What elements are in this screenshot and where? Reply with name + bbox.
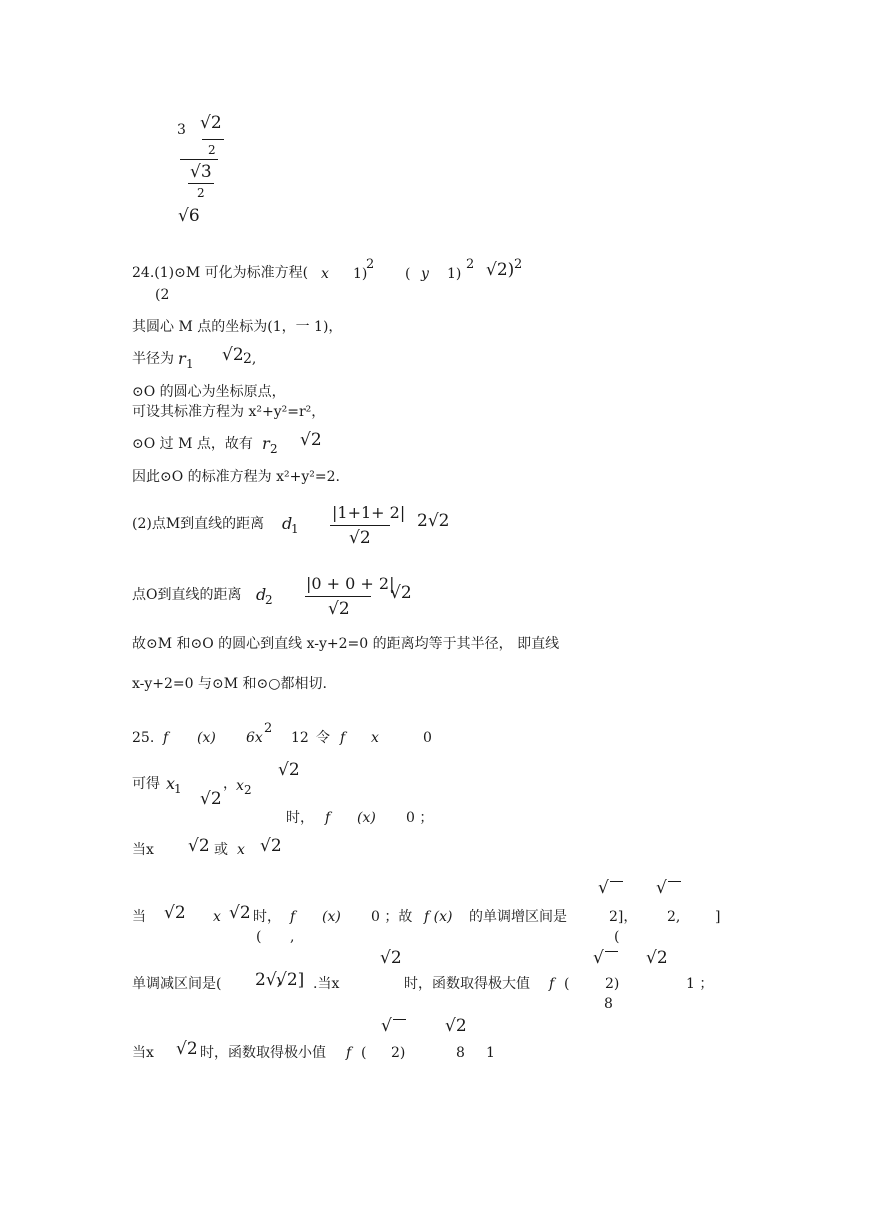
p24-d1-num: |1+1+ 2| — [332, 503, 406, 522]
p24-sqrt2: √2) — [486, 260, 515, 280]
p25-sq-g: √2 — [380, 948, 402, 968]
p24-d2-den: √2 — [328, 599, 350, 619]
p25-open-a: ( — [256, 929, 262, 945]
p24-sup2b: 2 — [466, 257, 475, 272]
p25-f3: f — [325, 810, 331, 826]
p25-sq-k: √ — [381, 1016, 392, 1036]
p25-f1: f — [163, 730, 169, 746]
p25-x4: x — [237, 842, 245, 858]
p25-x2: x — [371, 730, 379, 746]
p25-shi: 时， — [286, 810, 314, 826]
p25-close: ] — [715, 909, 721, 925]
p25-dec-a: 2√, — [255, 970, 283, 990]
p25-sq-l: √2 — [445, 1016, 467, 1036]
frac-sqrt3: √3 — [190, 162, 212, 182]
p25-sq-e: √ — [598, 878, 609, 898]
p25-two-f: 2, — [667, 909, 681, 925]
p25-one: 1 ； — [686, 976, 714, 992]
p24-d1-label: (2)点M到直线的距离 — [132, 516, 265, 532]
p24-o-pass: ⊙O 过 M 点，故有 — [132, 436, 253, 452]
p24-sup2a: 2 — [366, 257, 375, 272]
p24-d1-val: 2√2 — [417, 511, 450, 531]
frac-two-b: 2 — [197, 186, 205, 200]
p24-o-std: 因此⊙O 的标准方程为 x²+y²=2. — [132, 469, 340, 485]
p24-concl2: x-y+2=0 与⊙M 和⊙○都相切. — [132, 676, 327, 692]
p25-open-c: ( — [564, 976, 570, 992]
p25-f5: f — [549, 976, 555, 992]
p25-open-d: ( — [361, 1045, 367, 1061]
frac-main-bar — [180, 159, 218, 160]
p24-y: y — [421, 266, 429, 282]
p24-x: x — [321, 266, 329, 282]
p25-xa-sub: 1 — [174, 782, 182, 796]
p25-ling: 令 — [316, 730, 330, 746]
p24-d2-sub: 2 — [265, 593, 273, 607]
p25-get: 可得 — [132, 776, 160, 792]
p25-head: 25. — [132, 730, 155, 746]
p25-sq-c: √2 — [164, 903, 186, 923]
p25-dec: 单调减区间是( — [132, 976, 222, 992]
p25-two-h: 2) — [605, 976, 620, 992]
p24-sup2c: 2 — [514, 257, 523, 272]
p25-f2: f — [340, 730, 346, 746]
p25-zero: 0 — [423, 730, 432, 746]
p24-r2: r — [262, 434, 270, 453]
p25-comma: ， — [223, 776, 237, 792]
p25-or: 或 — [214, 842, 228, 858]
p25-dec-c: .当x — [313, 976, 340, 992]
p24-d2-label: 点O到直线的距离 — [132, 587, 242, 603]
p25-sq-k-bar — [393, 1019, 406, 1020]
p24-concl1: 故⊙M 和⊙O 的圆心到直线 x-y+2=0 的距离均等于其半径， 即直线 — [132, 636, 560, 652]
p25-xb: x — [236, 778, 244, 794]
p25-sq-e-bar — [610, 881, 623, 882]
p24-r1: r — [178, 349, 186, 368]
p25-eight2: 8 — [456, 1045, 465, 1061]
p25-twelve: 12 — [291, 730, 309, 746]
p25-sup2: 2 — [264, 721, 273, 736]
p25-x6: (x) — [322, 909, 341, 925]
p25-zero3: 0 ；故 — [371, 909, 413, 925]
frac-three: 3 — [177, 122, 186, 138]
p24-o-eq: 可设其标准方程为 x²+y²=r²， — [132, 404, 326, 420]
p25-comma2: , — [290, 929, 295, 945]
p25-when-x: 当x — [132, 842, 154, 858]
p25-sq-f: √ — [656, 878, 667, 898]
p25-sq-b: √2 — [260, 836, 282, 856]
p25-x3: (x) — [357, 810, 376, 826]
p25-xb-val: √2 — [278, 760, 300, 780]
p24-d2-bar — [305, 596, 371, 597]
p25-sq-h-bar — [605, 951, 618, 952]
p25-dec-b: √2] — [276, 970, 305, 990]
frac-sqrt6: √6 — [178, 206, 200, 226]
p24-open-y: ( — [405, 266, 411, 282]
p24-sub-line: (2 — [155, 287, 170, 303]
p24-r2-val: √2 — [300, 430, 322, 450]
p25-dang: 当 — [132, 909, 146, 925]
p25-sq-f-bar — [668, 881, 681, 882]
p24-r2-sub: 2 — [270, 442, 278, 456]
p24-d2-val: √2 — [390, 583, 412, 603]
p24-o-center: ⊙O 的圆心为坐标原点， — [132, 384, 286, 400]
p24-r1-val: √2 — [222, 345, 244, 365]
p25-fx: f (x) — [424, 909, 453, 925]
p25-zero2: 0 ； — [406, 810, 434, 826]
p25-open-b: ( — [614, 929, 620, 945]
p25-x5: x — [213, 909, 221, 925]
p25-sq-j: √2 — [176, 1039, 198, 1059]
p24-r1-tail: 2, — [243, 351, 257, 367]
p25-xa-val: √2 — [200, 789, 222, 809]
p24-center: 其圆心 M 点的坐标为(1，一 1)， — [132, 319, 343, 335]
p25-six: 6x — [246, 730, 263, 746]
p25-two-k: 2) — [391, 1045, 406, 1061]
p25-sq-i: √2 — [646, 948, 668, 968]
p25-x1: (x) — [197, 730, 216, 746]
p25-eight: 8 — [604, 996, 613, 1012]
p24-r1-sub: 1 — [186, 357, 194, 371]
p25-f6: f — [346, 1045, 352, 1061]
p24-radius-label: 半径为 — [132, 351, 174, 367]
p25-shi2: 时， — [253, 909, 281, 925]
p25-sq-h: √ — [593, 948, 604, 968]
p25-sq-a: √2 — [188, 836, 210, 856]
p24-one-b: 1) — [447, 266, 462, 282]
p24-line1: 24.(1)⊙M 可化为标准方程( — [132, 265, 309, 281]
p25-max-txt: 时，函数取得极大值 — [404, 976, 530, 992]
p25-one2: 1 — [486, 1045, 495, 1061]
p24-d1-den: √2 — [349, 528, 371, 548]
p25-f4: f — [290, 909, 296, 925]
p25-min-when: 当x — [132, 1045, 154, 1061]
p24-d1-sub: 1 — [291, 522, 299, 536]
p25-inc: 的单调增区间是 — [469, 909, 567, 925]
frac-inner-bar-top — [202, 139, 224, 140]
p25-min-txt: 时，函数取得极小值 — [200, 1045, 326, 1061]
p24-d1: d — [282, 514, 293, 533]
p24-d2: d — [256, 585, 267, 604]
frac-sqrt2: √2 — [200, 113, 222, 133]
frac-inner-bar-bottom — [188, 183, 214, 184]
p25-xb-sub: 2 — [244, 783, 252, 797]
p24-d2-num: |0 + 0 + 2| — [306, 574, 395, 593]
p24-d1-bar — [330, 525, 390, 526]
p24-one-a: 1) — [353, 266, 368, 282]
p25-sq-d: √2 — [229, 903, 251, 923]
p25-xa: x — [166, 774, 176, 793]
frac-two: 2 — [208, 143, 216, 157]
p25-two-e: 2]， — [609, 909, 638, 925]
